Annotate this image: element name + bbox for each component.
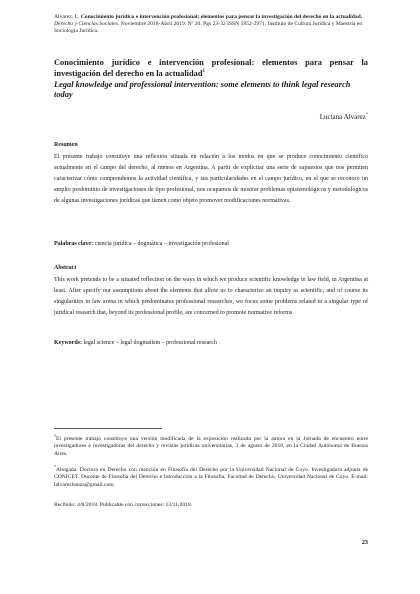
article-title	[54, 58, 368, 79]
abstract-text: This work pretends to be a situated reflection on the ways in which we produce scientific knowledge in law field, in Argentina at least. After specify our assumptions about the elements that allow us to characterize an inquiry as scientific, and of course its singularities in law arena in which predominates professional researches, we focus some problems related to a singular type of juridical research that, beyond its professional profile, are concerned to promote normative reforms.	[54, 277, 368, 316]
citation-prefix: Alvarez, L.	[54, 14, 80, 20]
footnote-2-marker: *	[54, 464, 56, 470]
abstract-heading: Abstract	[54, 265, 77, 271]
footnote-1-marker: 1	[54, 433, 56, 439]
author-name: Luciana Alvarez	[319, 113, 366, 121]
article-subtitle: Legal knowledge and professional intervention: some elements to think legal research today	[54, 80, 351, 99]
citation-title: Conocimiento jurídico e intervención profesional: elementos para pensar la investigación del derecho en la actualidad.	[80, 14, 363, 20]
keywords	[54, 339, 368, 347]
author-line	[320, 113, 368, 122]
issue-info: Noviembre 2018-Abril 2019. Nº 20. Pgs 23-32 ISSN 1852-2971. Instituto de Cultura Jurídica y Maestría en Sociología Jurídica.	[54, 21, 363, 35]
title-footnote-marker: 1	[202, 68, 206, 74]
keywords-label: Keywords:	[54, 340, 82, 346]
resumen-heading: Resumen	[54, 142, 78, 148]
palabras-clave	[54, 240, 368, 248]
footnote-2-text: Abogada. Doctora en Derecho con mención en Filosofía del Derecho por la Universidad Nacional de Cuyo. Investigadora adjunta de CONICET. Docente de Filosofía del Derecho e Introducción a la Filosofía, Facultad de Derecho, Universidad Nacional de Cuyo. E-mail: lalvarezbauza@gmail.com.	[54, 467, 368, 488]
received-dates: Recibido: 4/8/2018. Publicable con correcciones: 12/11/2018.	[54, 502, 193, 508]
footnote-1	[54, 433, 368, 458]
palabras-clave-label: Palabras clave:	[54, 241, 94, 247]
footnote-divider	[54, 428, 162, 429]
resumen-text: El presente trabajo constituye una reflexión situada en relación a los modos en que se produce conocimiento científico actualmente en el campo del derecho, al menos en Argentina. A partir de explicitar una serie de supuestos que nos permiten caracterizar cómo comprendemos la actividad científica, y sus particularidades en el campo jurídico, en el que se reconoce un amplio predominio de investigaciones de tipo profesional, nos ocupamos de mostrar problemas epistemológicos y metodológicos de algunas investigaciones jurídicas que tienen como objeto promover modificaciones normativas.	[54, 154, 368, 204]
footnote-1-text: El presente trabajo constituye una versión modificada de la exposición realizada por la autora en la Jornada de encuentro entre investigadores e investigadoras del derecho y revistas jurídicas universitarias, 3 de agosto de 2018, en la Ciudad Autónoma de Buenos Aires.	[54, 436, 368, 457]
journal-name: Derecho y Ciencias Sociales.	[54, 21, 120, 28]
citation-header	[54, 14, 368, 36]
author-footnote-marker: *	[365, 111, 368, 117]
keywords-text: legal science – legal dogmatism – professional research	[83, 340, 217, 346]
page-number: 23	[361, 539, 368, 546]
article-title-text: Conocimiento jurídico e intervención profesional: elementos para pensar la investigación del derecho en la actualidad	[54, 58, 368, 78]
footnote-2	[54, 464, 368, 489]
palabras-clave-text: ciencia jurídica – dogmática – investigación profesional	[94, 241, 229, 247]
